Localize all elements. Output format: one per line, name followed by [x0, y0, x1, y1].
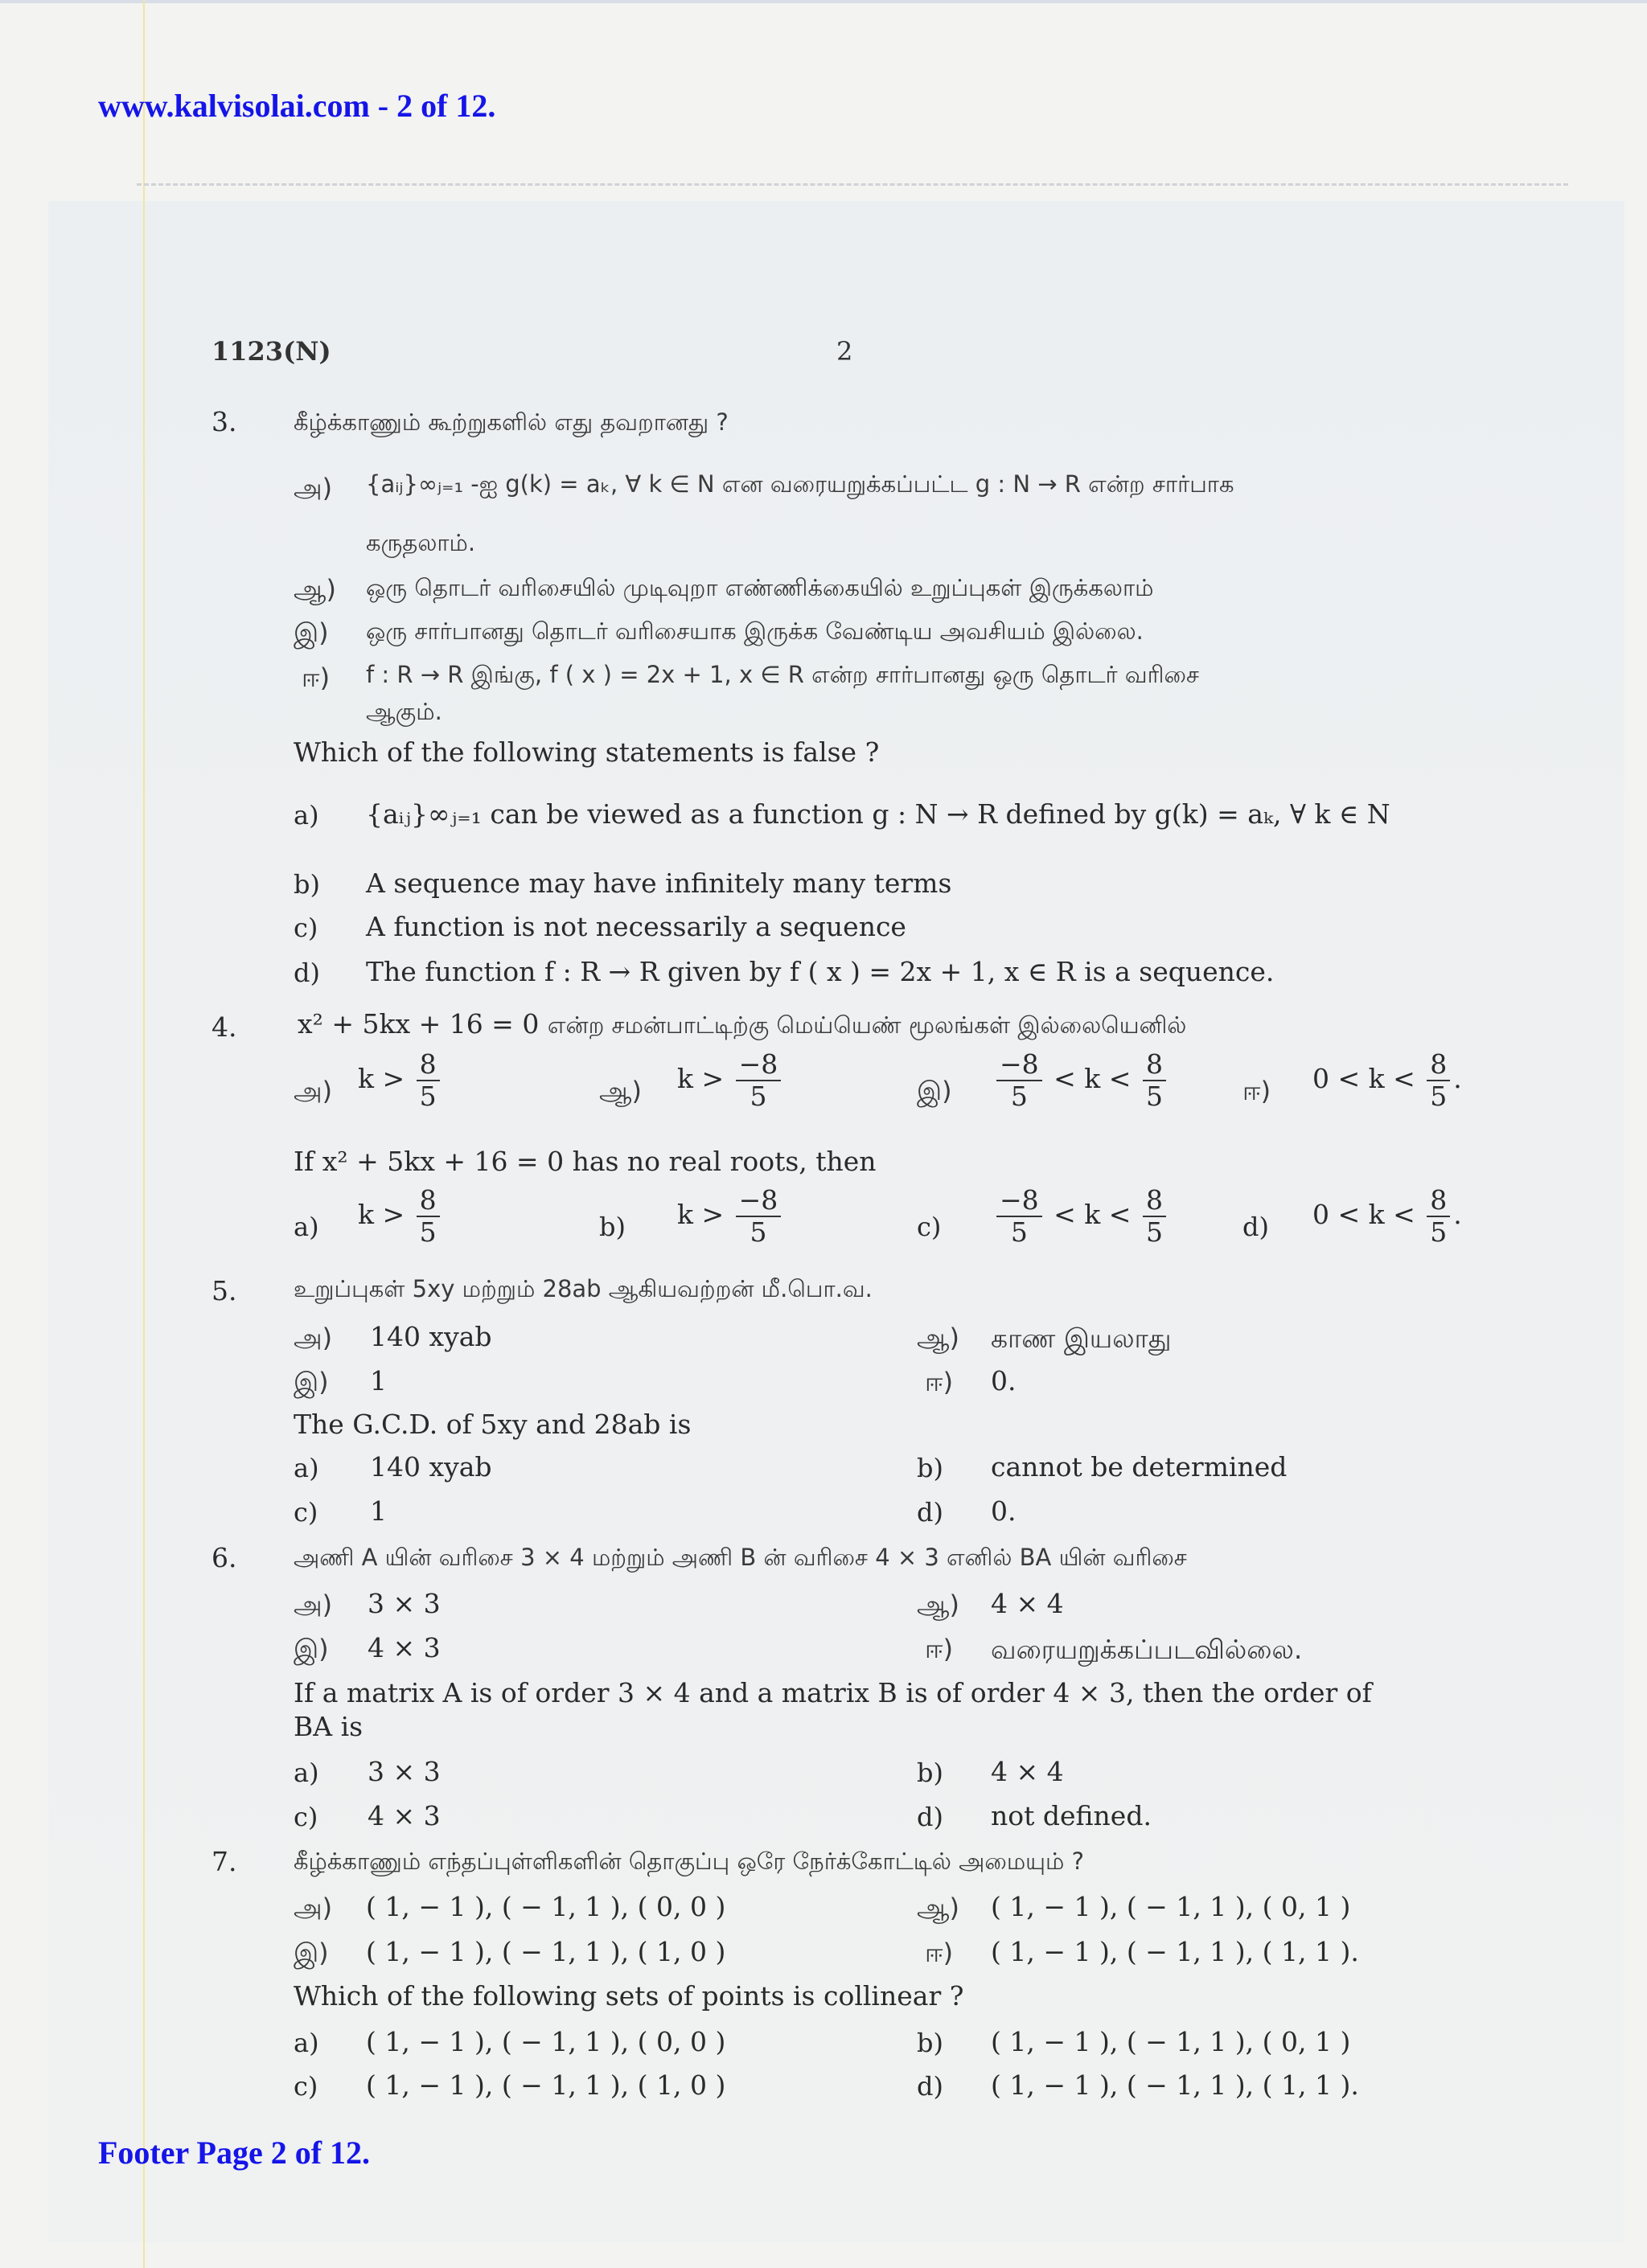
- option-label: b): [294, 869, 320, 900]
- option-label: ஆ): [917, 1589, 959, 1620]
- question-number: 6.: [212, 1542, 237, 1573]
- paper-code: 1123(N): [212, 336, 331, 367]
- option-text: A sequence may have infinitely many terms: [366, 867, 952, 899]
- option-text: ( 1, − 1 ), ( − 1, 1 ), ( 0, 0 ): [366, 2026, 726, 2057]
- option-label: இ): [294, 1367, 329, 1397]
- question-stem-english: If a matrix A is of order 3 × 4 and a matrix B is of order 4 × 3, then the order of: [294, 1677, 1372, 1708]
- option-text: k >: [677, 1062, 725, 1094]
- page-number: 2: [836, 336, 853, 367]
- option-label: c): [917, 1212, 942, 1242]
- fraction: $\frac{8}{5}$: [1143, 1185, 1166, 1248]
- option-label: a): [294, 1212, 319, 1242]
- option-label: d): [917, 1497, 943, 1528]
- option-label: ஆ): [294, 574, 336, 605]
- option-label: அ): [294, 473, 333, 503]
- option-text: k >: [358, 1198, 405, 1230]
- option-b: [677, 1185, 784, 1248]
- footer-link[interactable]: Footer Page 2 of 12.: [98, 2135, 371, 2171]
- option-c: [993, 1049, 1169, 1112]
- question-number: 3.: [212, 406, 237, 437]
- option-label: b): [917, 1453, 943, 1483]
- question-stem-english: BA is: [294, 1711, 363, 1742]
- option-label: a): [294, 800, 319, 831]
- option-text: வரையறுக்கப்படவில்லை.: [991, 1634, 1303, 1665]
- option-a: [358, 1185, 443, 1248]
- option-text: 4 × 4: [991, 1756, 1064, 1787]
- equation: x² + 5kx + 16 = 0: [322, 1146, 565, 1177]
- top-border: [0, 0, 1647, 3]
- option-label: அ): [294, 1893, 333, 1923]
- fraction: $\frac{8}{5}$: [417, 1049, 440, 1112]
- question-number: 4.: [212, 1011, 237, 1043]
- option-text: காண இயலாது: [991, 1323, 1172, 1354]
- question-stem-tamil: அணி A யின் வரிசை 3 × 4 மற்றும் அணி B ன் வரிசை 4 × 3 எனில் BA யின் வரிசை: [294, 1544, 1187, 1571]
- option-label: d): [917, 2071, 943, 2102]
- option-text: < k <: [1054, 1198, 1132, 1230]
- option-label: ஆ): [599, 1076, 642, 1106]
- option-a: [358, 1049, 443, 1112]
- option-label: அ): [294, 1076, 333, 1106]
- option-text: ( 1, − 1 ), ( − 1, 1 ), ( 1, 1 ).: [991, 2069, 1359, 2101]
- header-link[interactable]: www.kalvisolai.com - 2 of 12.: [98, 88, 496, 124]
- option-label: c): [294, 1802, 318, 1832]
- question-stem-english: If x² + 5kx + 16 = 0 has no real roots, then: [294, 1146, 877, 1177]
- option-d: 0 < k < $\frac{8}{5}$ .: [1312, 1048, 1462, 1112]
- option-text: 1: [370, 1495, 387, 1527]
- option-label: இ): [294, 617, 329, 648]
- option-text: A function is not necessarily a sequence: [366, 911, 906, 942]
- fraction: $\frac{-8}{5}$: [736, 1185, 782, 1248]
- fraction: $\frac{-8}{5}$: [736, 1049, 782, 1112]
- equation: x² + 5kx + 16 = 0: [298, 1008, 540, 1040]
- option-text: ( 1, − 1 ), ( − 1, 1 ), ( 1, 1 ).: [991, 1936, 1359, 1967]
- fraction: $\frac{8}{5}$: [1427, 1049, 1450, 1112]
- question-stem-english: The G.C.D. of 5xy and 28ab is: [294, 1409, 692, 1440]
- option-text: 140 xyab: [370, 1321, 492, 1352]
- option-label: அ): [294, 1589, 333, 1620]
- scan-divider: [137, 183, 1568, 186]
- option-label: a): [294, 2028, 319, 2058]
- option-label: ஆ): [917, 1893, 959, 1923]
- option-label: இ): [294, 1938, 329, 1968]
- question-stem-tamil: [298, 1008, 1186, 1040]
- question-stem-tamil: உறுப்புகள் 5xy மற்றும் 28ab ஆகியவற்றன் மீ.பொ.வ.: [294, 1275, 873, 1302]
- option-text: 1: [370, 1365, 387, 1396]
- question-stem-english: Which of the following sets of points is collinear ?: [294, 1980, 964, 2012]
- option-label: c): [294, 1497, 318, 1528]
- fraction: $\frac{8}{5}$: [1427, 1185, 1450, 1248]
- option-label: அ): [294, 1323, 333, 1353]
- option-text: ( 1, − 1 ), ( − 1, 1 ), ( 1, 0 ): [366, 2069, 726, 2101]
- fraction: $\frac{-8}{5}$: [996, 1185, 1042, 1248]
- option-label: ஈ): [925, 1938, 954, 1968]
- option-label: a): [294, 1757, 319, 1788]
- option-label: b): [599, 1212, 626, 1242]
- option-text-tamil: f : R → R இங்கு, f ( x ) = 2x + 1, x ∈ R என்ற சார்பானது ஒரு தொடர் வரிசை: [366, 661, 1200, 688]
- option-text: not defined.: [991, 1800, 1152, 1831]
- option-text: 0 < k <: [1312, 1198, 1415, 1230]
- option-label: d): [917, 1802, 943, 1832]
- option-b: [677, 1049, 784, 1112]
- fraction: $\frac{8}{5}$: [417, 1185, 440, 1248]
- option-text: cannot be determined: [991, 1451, 1288, 1483]
- option-label: ஈ): [925, 1367, 954, 1397]
- option-text: ( 1, − 1 ), ( − 1, 1 ), ( 0, 1 ): [991, 1891, 1351, 1922]
- option-label: b): [917, 2028, 943, 2058]
- option-label: d): [1242, 1212, 1269, 1242]
- option-label: ஈ): [302, 662, 331, 693]
- option-label: இ): [294, 1634, 329, 1664]
- option-label: b): [917, 1757, 943, 1788]
- option-text: 3 × 3: [368, 1756, 441, 1787]
- question-stem-tamil: கீழ்க்காணும் எந்தப்புள்ளிகளின் தொகுப்பு ஒரே நேர்க்கோட்டில் அமையும் ?: [294, 1848, 1084, 1875]
- option-text: ( 1, − 1 ), ( − 1, 1 ), ( 0, 1 ): [991, 2026, 1351, 2057]
- option-text: ( 1, − 1 ), ( − 1, 1 ), ( 0, 0 ): [366, 1891, 726, 1922]
- option-text: 3 × 3: [368, 1588, 441, 1619]
- question-number: 7.: [212, 1846, 237, 1877]
- option-text: ( 1, − 1 ), ( − 1, 1 ), ( 1, 0 ): [366, 1936, 726, 1967]
- option-text-tamil: ஆகும்.: [366, 698, 442, 725]
- question-number: 5.: [212, 1275, 237, 1306]
- option-c: [993, 1185, 1169, 1248]
- option-text: 0.: [991, 1365, 1017, 1396]
- option-text-tamil: {aᵢⱼ}∞ⱼ₌₁ -ஐ g(k) = aₖ, ∀ k ∈ N என வரையறுக்கப்பட்ட g : N → R என்ற சார்பாக: [366, 470, 1234, 498]
- option-label: c): [294, 913, 318, 943]
- option-text: 0.: [991, 1495, 1017, 1527]
- option-text: 4 × 3: [368, 1800, 441, 1831]
- option-text-tamil: ஒரு தொடர் வரிசையில் முடிவுறா எண்ணிக்கையில் உறுப்புகள் இருக்கலாம்: [366, 574, 1154, 601]
- option-text: 0 < k <: [1312, 1062, 1415, 1094]
- option-text: k >: [677, 1198, 725, 1230]
- option-text-tamil: ஒரு சார்பானது தொடர் வரிசையாக இருக்க வேண்டிய அவசியம் இல்லை.: [366, 617, 1144, 645]
- option-label: ஈ): [1242, 1076, 1271, 1106]
- option-label: ஈ): [925, 1634, 954, 1664]
- option-label: ஆ): [917, 1323, 959, 1353]
- option-label: c): [294, 2071, 318, 2102]
- option-text: 4 × 4: [991, 1588, 1064, 1619]
- option-label: d): [294, 958, 320, 988]
- option-label: இ): [917, 1076, 952, 1106]
- option-text: The function f : R → R given by f ( x ) = 2x + 1, x ∈ R is a sequence.: [366, 956, 1275, 987]
- question-stem-english: Which of the following statements is false ?: [294, 736, 880, 768]
- question-stem-tamil: கீழ்க்காணும் கூற்றுகளில் எது தவறானது ?: [294, 408, 729, 436]
- stem-text: என்ற சமன்பாட்டிற்கு மெய்யெண் மூலங்கள் இல்லையெனில்: [547, 1011, 1187, 1039]
- option-text: {aᵢⱼ}∞ⱼ₌₁ can be viewed as a function g : N → R defined by g(k) = aₖ, ∀ k ∈ N: [366, 798, 1390, 830]
- fraction: $\frac{8}{5}$: [1143, 1049, 1166, 1112]
- option-text-tamil: கருதலாம்.: [366, 529, 476, 556]
- option-text: 140 xyab: [370, 1451, 492, 1483]
- option-text: k >: [358, 1062, 405, 1094]
- option-d: 0 < k < $\frac{8}{5}$ .: [1312, 1184, 1462, 1248]
- option-text: 4 × 3: [368, 1632, 441, 1663]
- fraction: $\frac{-8}{5}$: [996, 1049, 1042, 1112]
- margin-line: [143, 0, 145, 2268]
- option-text: < k <: [1054, 1062, 1132, 1094]
- option-label: a): [294, 1453, 319, 1483]
